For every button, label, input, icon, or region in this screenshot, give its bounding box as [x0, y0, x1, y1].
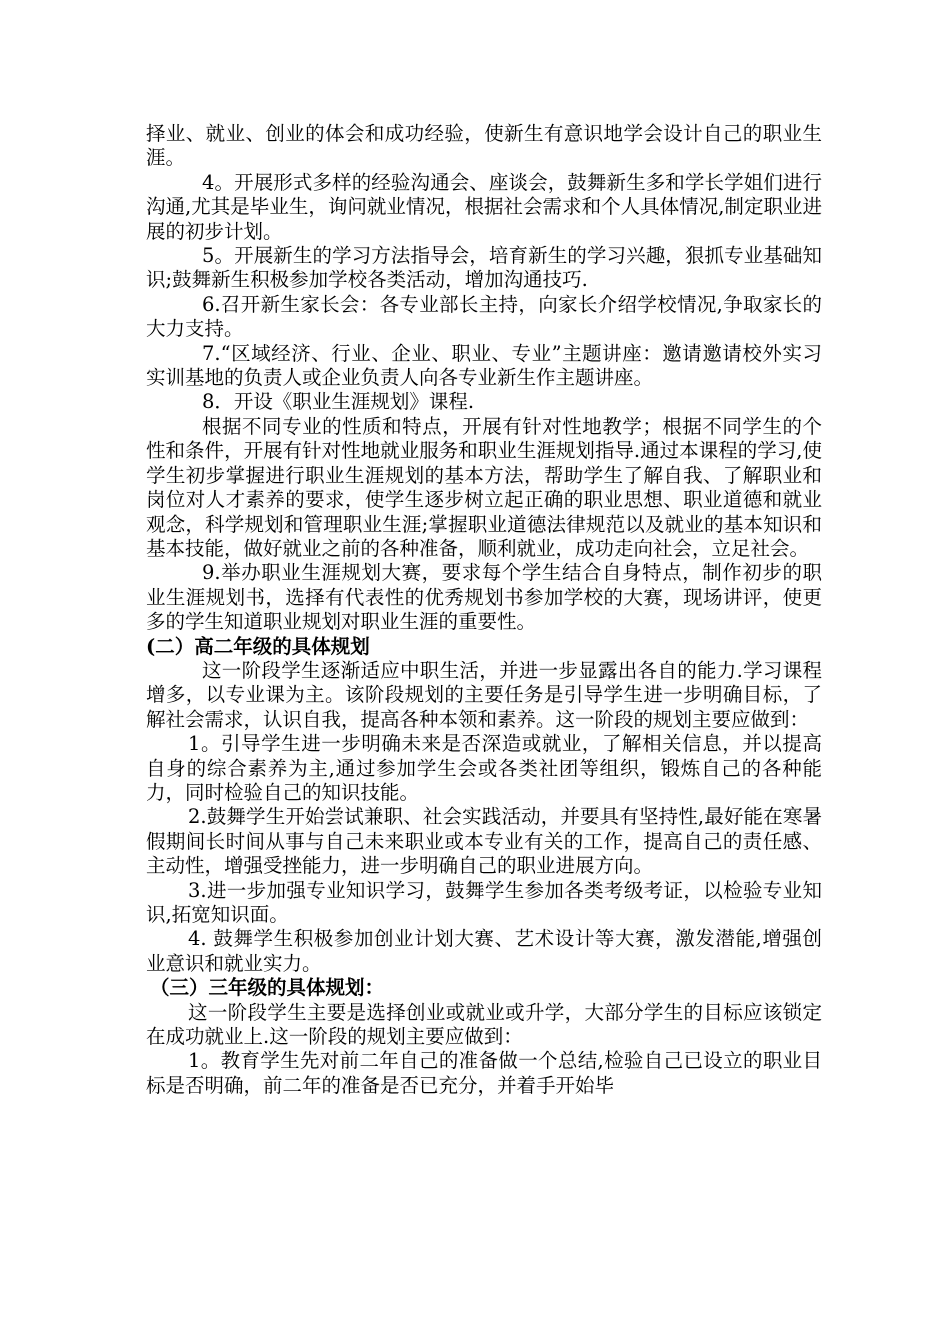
paragraph-item-6: 6.召开新生家长会：各专业部长主持，向家长介绍学校情况,争取家长的大力支持。	[146, 292, 822, 341]
paragraph-item-5: 5。开展新生的学习方法指导会，培育新生的学习兴趣，狠抓专业基础知识;鼓舞新生积极参加学校各类活动，增加沟通技巧.	[146, 244, 822, 292]
section-heading-grade-3: （三）三年级的具体规划：	[150, 976, 385, 1000]
paragraph-grade-2-item-1: 1。引导学生进一步明确未来是否深造或就业，了解相关信息，并以提高自身的综合素养为主,通过参加学生会或各类社团等组织，锻炼自己的各种能力，同时检验自己的知识技能。	[146, 732, 822, 804]
paragraph-grade-2-item-4: 4. 鼓舞学生积极参加创业计划大赛、艺术设计等大赛，激发潜能,增强创业意识和就业实力。	[146, 927, 822, 975]
paragraph-grade-3-intro: 这一阶段学生主要是选择创业或就业或升学，大部分学生的目标应该锁定在成功就业上.这一阶段的规划主要应做到：	[146, 1000, 822, 1049]
section-heading-grade-2: (二）高二年级的具体规划	[146, 634, 370, 658]
paragraph-item-8: 8．开设《职业生涯规划》课程.	[202, 390, 475, 414]
paragraph-grade-2-intro: 这一阶段学生逐渐适应中职生活，并进一步显露出各自的能力.学习课程增多，以专业课为主。该阶段规划的主要任务是引导学生进一步明确目标，了解社会需求，认识自我，提高各种本领和素养。这一阶段的规划主要应做到：	[146, 658, 822, 731]
paragraph-1: 择业、就业、创业的体会和成功经验，使新生有意识地学会设计自己的职业生涯。	[146, 122, 822, 170]
paragraph-item-4: 4。开展形式多样的经验沟通会、座谈会，鼓舞新生多和学长学姐们进行沟通,尤其是毕业生，询问就业情况，根据社会需求和个人具体情况,制定职业进展的初步计划。	[146, 170, 822, 243]
paragraph-item-7: 7.“区域经济、行业、企业、职业、专业”主题讲座：邀请邀请校外实习实训基地的负责人或企业负责人向各专业新生作主题讲座。	[146, 341, 822, 390]
paragraph-item-9: 9.举办职业生涯规划大赛，要求每个学生结合自身特点，制作初步的职业生涯规划书，选择有代表性的优秀规划书参加学校的大赛，现场讲评，使更多的学生知道职业规划对职业生涯的重要性。	[146, 561, 822, 634]
paragraph-grade-2-item-3: 3.进一步加强专业知识学习，鼓舞学生参加各类考级考证，以检验专业知识,拓宽知识面。	[146, 878, 822, 926]
paragraph-grade-3-item-1: 1。教育学生先对前二年自己的准备做一个总结,检验自己已设立的职业目标是否明确，前二年的准备是否已充分，并着手开始毕	[146, 1049, 822, 1097]
paragraph-course-description: 根据不同专业的性质和特点，开展有针对性地教学；根据不同学生的个性和条件，开展有针对性地就业服务和职业生涯规划指导.通过本课程的学习,使学生初步掌握进行职业生涯规划的基本方法，帮助学生了解自我、了解职业和岗位对人才素养的要求，使学生逐步树立起正确的职业思想、职业道德和就业观念，科学规划和管理职业生涯;掌握职业道德法律规范以及就业的基本知识和基本技能，做好就业之前的各种准备，顺利就业，成功走向社会，立足社会。	[146, 414, 822, 560]
document-body	[146, 122, 822, 1098]
paragraph-grade-2-item-2: 2.鼓舞学生开始尝试兼职、社会实践活动，并要具有坚持性,最好能在寒暑假期间长时间从事与自己未来职业或本专业有关的工作，提高自己的责任感、主动性，增强受挫能力，进一步明确自己的职业进展方向。	[146, 805, 822, 878]
